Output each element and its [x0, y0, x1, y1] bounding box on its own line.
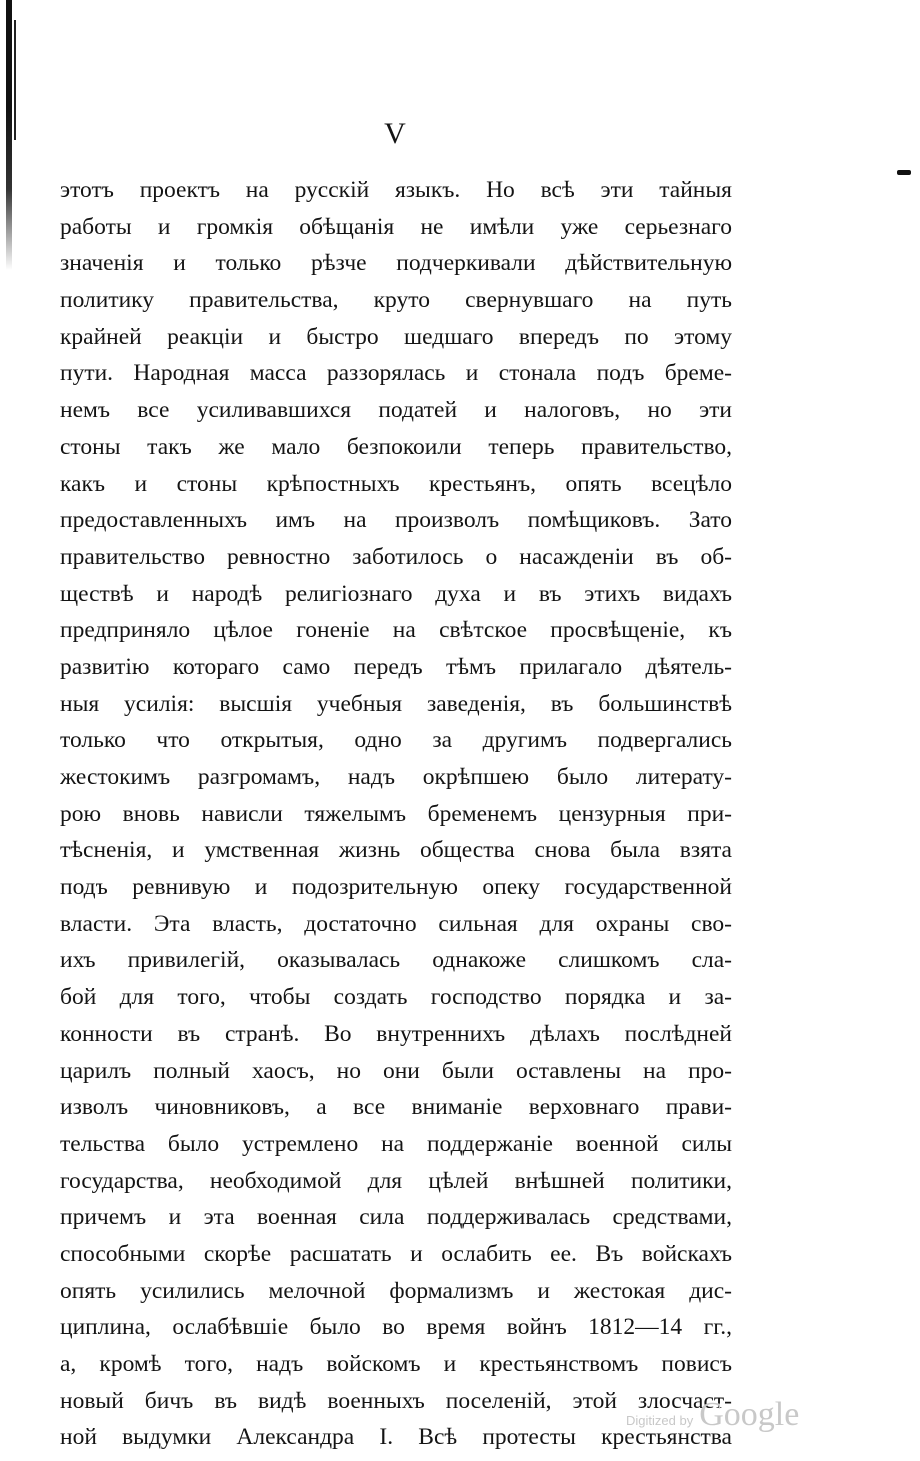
text-line: конности въ странѣ. Во внутреннихъ дѣлахъ послѣдней — [60, 1020, 732, 1047]
text-line: стоны такъ же мало безпокоили теперь правительство, — [60, 433, 732, 460]
text-line: пути. Народная масса раззорялась и стонала подъ бреме- — [60, 360, 732, 387]
text-line: жестокимъ разгромамъ, надъ окрѣпшею было литерату- — [60, 764, 732, 790]
text-line: циплина, ослабѣвшіе было во время войнъ 1812—14 гг., — [60, 1314, 732, 1341]
text-line: этотъ проектъ на русскій языкъ. Но всѣ эти тайныя — [60, 177, 732, 203]
watermark-small-text: Digitized by — [626, 1413, 694, 1428]
text-line: предприняло цѣлое гоненіе на свѣтское просвѣщеніе, къ — [60, 617, 732, 644]
text-line: развитію котораго само передъ тѣмъ прилагало дѣятель- — [60, 653, 732, 680]
text-line: немъ все усиливавшихся податей и налоговъ, но эти — [60, 397, 732, 424]
text-line: ществѣ и народѣ религіознаго духа и въ этихъ видахъ — [60, 580, 732, 607]
text-line: а, кромѣ того, надъ войскомъ и крестьянствомъ повисъ — [60, 1351, 732, 1377]
text-line: тѣсненія, и умственная жизнь общества снова была взята — [60, 837, 732, 864]
body-text — [60, 172, 732, 1456]
text-line: ной выдумки Александра I. Всѣ протесты крестьянства — [60, 1424, 732, 1451]
digitized-by-google-watermark — [626, 1396, 826, 1436]
text-line: правительство ревностно заботилось о насажденіи въ об- — [60, 543, 732, 570]
text-line: новый бичъ въ видѣ военныхъ поселеній, этой злосчаст- — [60, 1387, 732, 1414]
text-line: государства, необходимой для цѣлей внѣшней политики, — [60, 1167, 732, 1194]
text-line: опять усилились мелочной формализмъ и жестокая дис- — [60, 1277, 732, 1304]
text-line: какъ и стоны крѣпостныхъ крестьянъ, опять всецѣло — [60, 470, 732, 497]
page-number: V — [384, 117, 406, 150]
text-line: значенія и только рѣзче подчеркивали дѣйствительную — [60, 250, 732, 277]
text-line: причемъ и эта военная сила поддерживалась средствами, — [60, 1204, 732, 1231]
text-line: ныя усилія: высшія учебныя заведенія, въ большинствѣ — [60, 690, 732, 717]
text-line: способными скорѣе расшатать и ослабить ее. Въ войскахъ — [60, 1240, 732, 1267]
text-line: подъ ревнивую и подозрительную опеку государственной — [60, 874, 732, 901]
text-line: работы и громкія обѣщанія не имѣли уже серьезнаго — [60, 213, 732, 240]
text-line: только что открытыя, одно за другимъ подвергались — [60, 727, 732, 754]
text-line: политику правительства, круто свернувшаго на путь — [60, 287, 732, 314]
scan-artifact-mark — [897, 170, 911, 175]
text-line: бой для того, чтобы создать господство порядка и за- — [60, 984, 732, 1011]
text-line: изволъ чиновниковъ, а все вниманіе верховнаго прави- — [60, 1094, 732, 1121]
text-line: ихъ привилегій, оказывалась однакоже слишкомъ сла- — [60, 947, 732, 974]
text-line: власти. Эта власть, достаточно сильная для охраны сво- — [60, 910, 732, 937]
watermark-google-logo: Google — [699, 1396, 800, 1433]
text-line: тельства было устремлено на поддержаніе военной силы — [60, 1130, 732, 1157]
text-line: рою вновь нависли тяжелымъ бременемъ цензурныя при- — [60, 800, 732, 827]
text-line: царилъ полный хаосъ, но они были оставлены на про- — [60, 1057, 732, 1084]
text-line: предоставленныхъ имъ на произволъ помѣщиковъ. Зато — [60, 507, 732, 534]
text-line: крайней реакціи и быстро шедшаго впередъ по этому — [60, 323, 732, 350]
